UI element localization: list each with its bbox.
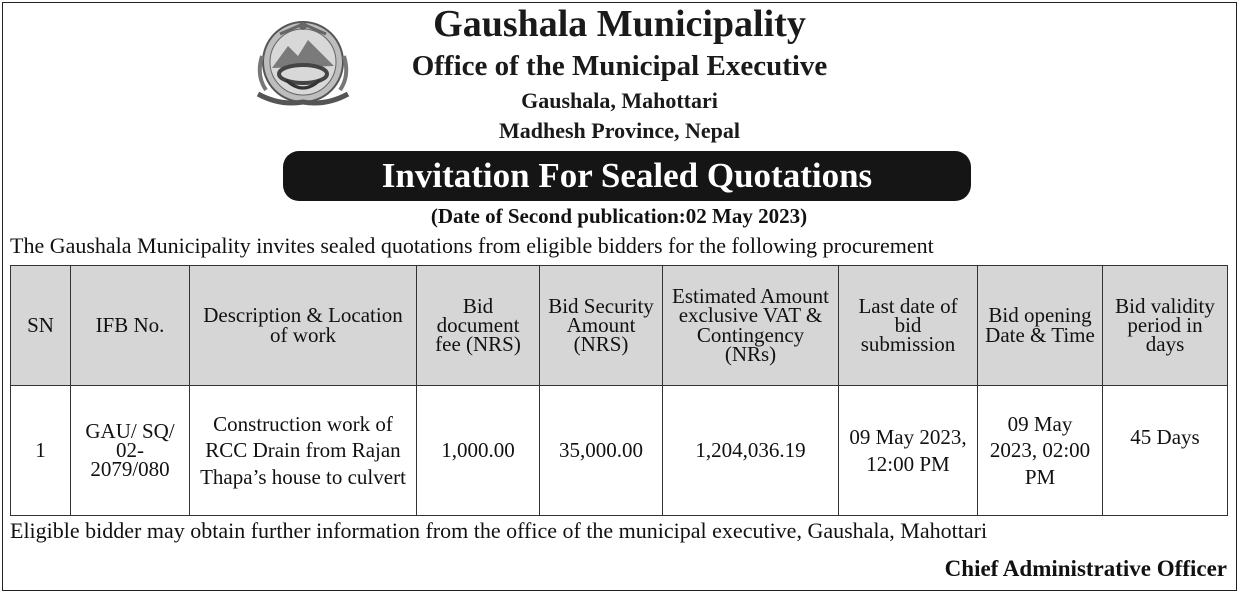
- office-name: Office of the Municipal Executive: [411, 50, 828, 82]
- cell-validity: 45 Days: [1103, 386, 1228, 516]
- cell-estimate: 1,204,036.19: [663, 386, 839, 516]
- municipality-name: Gaushala Municipality: [433, 3, 806, 45]
- header-sn: SN: [11, 266, 71, 386]
- cell-ifb-no: GAU/ SQ/ 02- 2079/080: [71, 386, 190, 516]
- header-security: Bid Security Amount (NRS): [540, 266, 663, 386]
- intro-text: The Gaushala Municipality invites sealed quotations from eligible bidders for the following procurement: [10, 233, 934, 258]
- table-header-row: [11, 266, 1228, 386]
- cell-opening: 09 May 2023, 02:00 PM: [978, 386, 1103, 516]
- cell-doc-fee: 1,000.00: [417, 386, 540, 516]
- procurement-table: [10, 265, 1228, 516]
- cell-security: 35,000.00: [540, 386, 663, 516]
- header-opening: Bid opening Date & Time: [978, 266, 1103, 386]
- publication-date: (Date of Second publication:02 May 2023): [430, 204, 808, 228]
- header-doc-fee: Bid document fee (NRS): [417, 266, 540, 386]
- header-ifb-no: IFB No.: [71, 266, 190, 386]
- header-estimate: Estimated Amount exclusive VAT & Contingency (NRs): [663, 266, 839, 386]
- table-row: [11, 386, 1228, 516]
- header-last-date: Last date of bid submission: [839, 266, 978, 386]
- header-description: Description & Location of work: [190, 266, 417, 386]
- office-location: Gaushala, Mahottari: [521, 88, 718, 113]
- footer-text: Eligible bidder may obtain further information from the office of the municipal executive, Gaushala, Mahottari: [10, 518, 988, 543]
- office-province: Madhesh Province, Nepal: [499, 118, 740, 143]
- header-validity: Bid validity period in days: [1103, 266, 1228, 386]
- cell-sn: 1: [11, 386, 71, 516]
- cell-description: Construction work of RCC Drain from Rajan Thapa’s house to culvert: [190, 386, 417, 516]
- cell-last-date: 09 May 2023, 12:00 PM: [839, 386, 978, 516]
- notice-title-banner: Invitation For Sealed Quotations: [283, 151, 971, 201]
- signature-title: Chief Administrative Officer: [944, 556, 1227, 581]
